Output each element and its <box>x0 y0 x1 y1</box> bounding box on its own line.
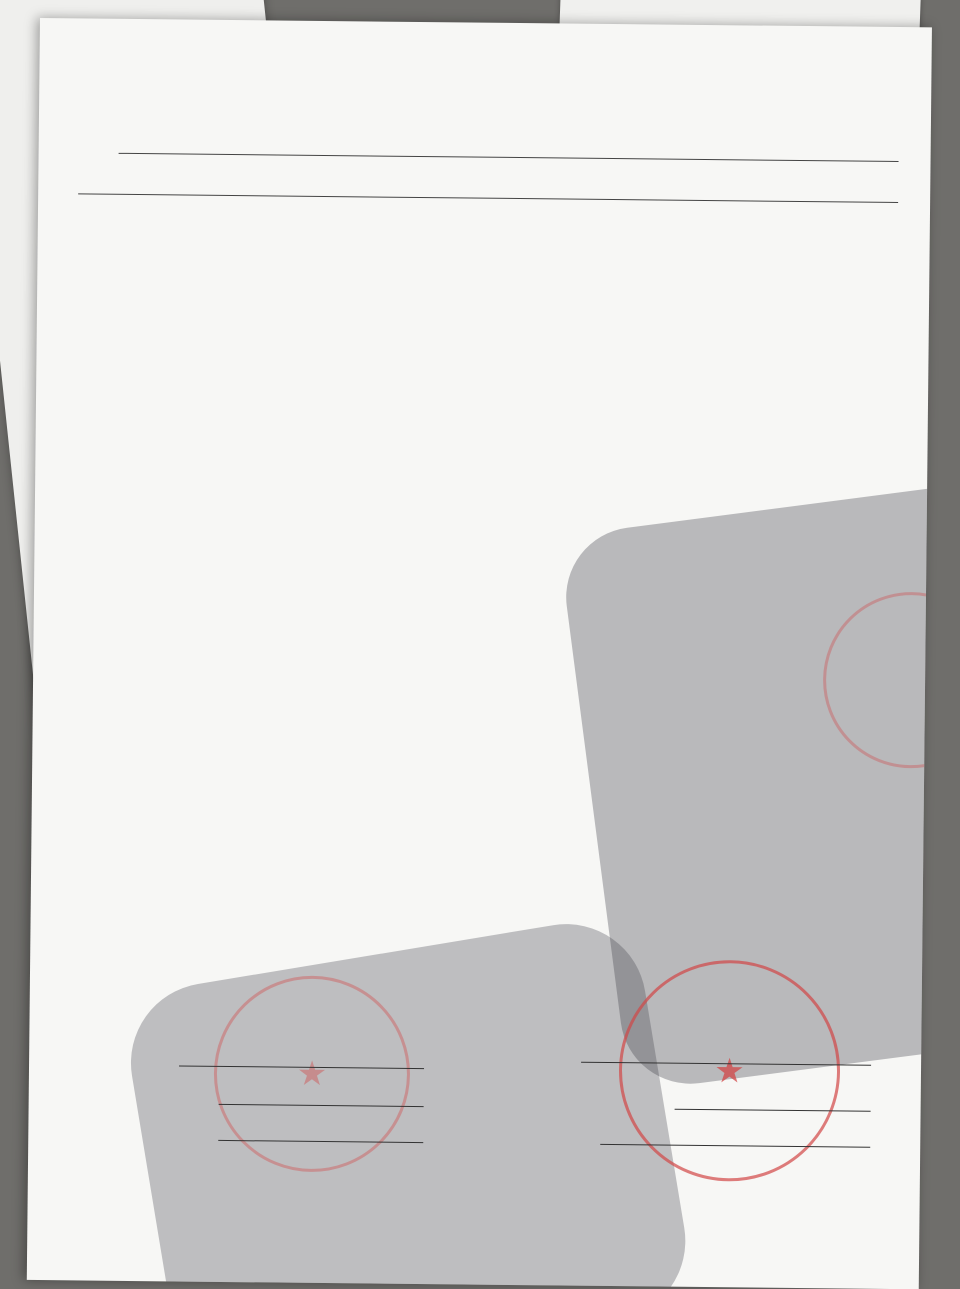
contract-body <box>78 18 900 203</box>
shadow-overlay <box>119 912 697 1289</box>
contract-page <box>27 18 932 1289</box>
company-seal-b <box>618 959 841 1182</box>
company-seal-a <box>213 975 411 1173</box>
seal-star-icon: ★ <box>296 1053 328 1095</box>
seal-star-icon: ★ <box>714 1050 745 1091</box>
